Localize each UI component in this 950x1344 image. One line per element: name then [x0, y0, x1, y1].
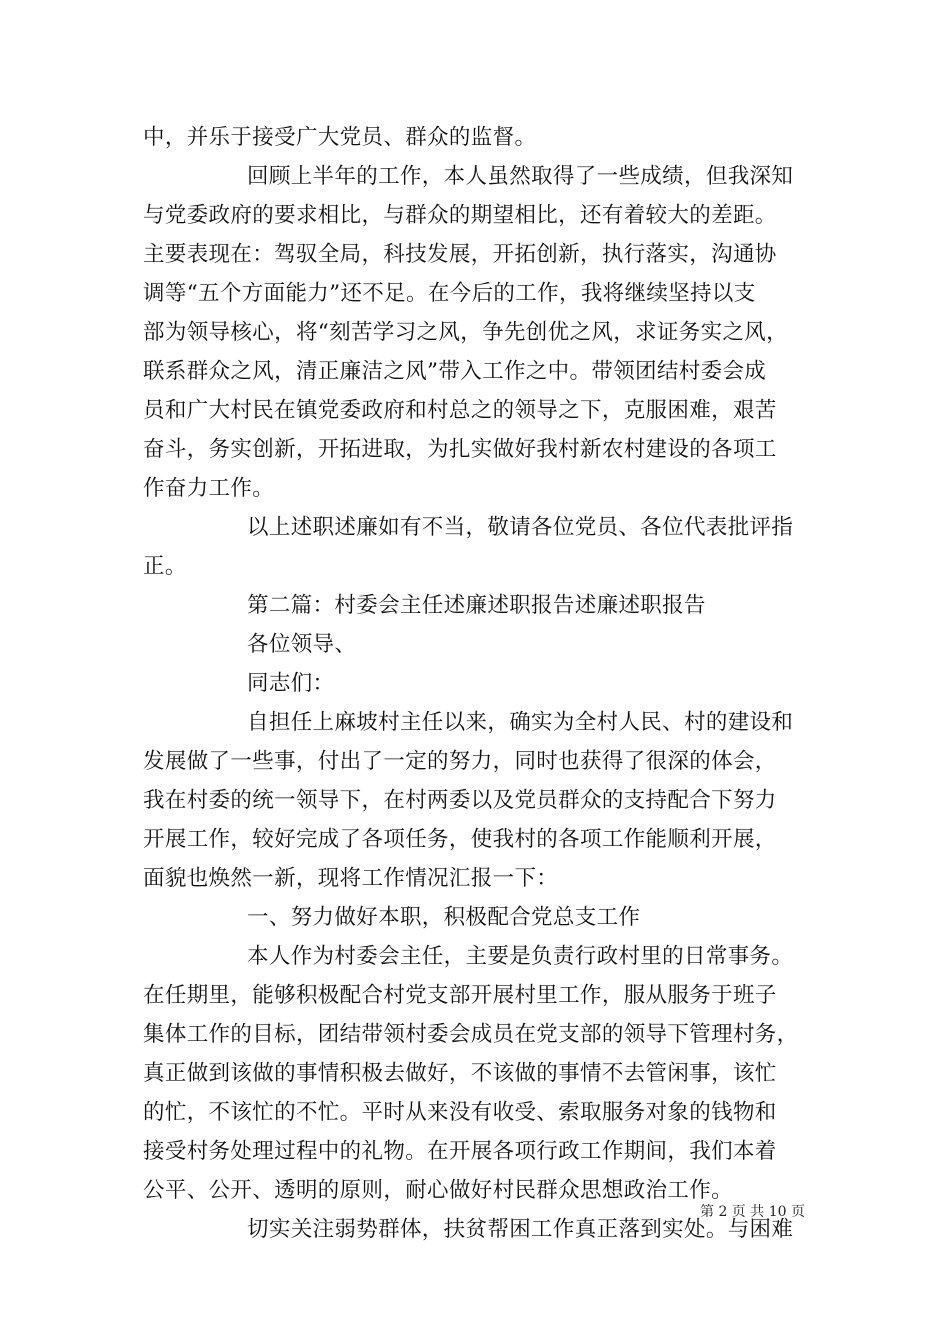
text-line: 面貌也焕然一新，现将工作情况汇报一下：: [143, 866, 559, 891]
paragraph-first-line: 第二篇：村委会主任述廉述职报告述廉述职报告: [247, 593, 706, 618]
text-line: 的忙，不该忙的不忙。平时从来没有收受、索取服务对象的钱物和: [143, 1100, 777, 1125]
text-line: 与党委政府的要求相比，与群众的期望相比，还有着较大的差距。: [143, 203, 777, 228]
text-line: 员和广大村民在镇党委政府和村总之的领导之下，克服困难，艰苦: [143, 398, 777, 423]
page-number: 第 2 页 共 10 页: [700, 1204, 805, 1220]
text-line: 部为领导核心，将“刻苦学习之风，争先创优之风，求证务实之风，: [143, 320, 788, 345]
paragraph-first-line: 各位领导、: [247, 632, 357, 657]
paragraph-first-line: 一、努力做好本职，积极配合党总支工作: [247, 905, 641, 930]
paragraph-first-line: 自担任上麻坡村主任以来，确实为全村人民、村的建设和: [247, 710, 794, 735]
text-line: 发展做了一些事，付出了一定的努力，同时也获得了很深的体会，: [143, 749, 777, 774]
text-line: 我在村委的统一领导下，在村两委以及党员群众的支持配合下努力: [143, 788, 777, 813]
paragraph-first-line: 以上述职述廉如有不当，敬请各位党员、各位代表批评指: [247, 515, 794, 540]
text-line: 联系群众之风，清正廉洁之风”带入工作之中。带领团结村委会成: [143, 359, 767, 384]
text-line: 在任期里，能够积极配合村党支部开展村里工作，服从服务于班子: [143, 983, 777, 1008]
text-line: 调等“五个方面能力”还不足。在今后的工作，我将继续坚持以支: [143, 281, 756, 306]
text-line: 接受村务处理过程中的礼物。在开展各项行政工作期间，我们本着: [143, 1139, 777, 1164]
paragraph-first-line: 本人作为村委会主任，主要是负责行政村里的日常事务。: [247, 944, 794, 969]
text-line: 真正做到该做的事情积极去做好，不该做的事情不去管闲事，该忙: [143, 1061, 777, 1086]
document-body: [143, 118, 813, 1249]
text-line: 主要表现在：驾驭全局，科技发展，开拓创新，执行落实，沟通协: [143, 242, 777, 267]
text-line: 奋斗，务实创新，开拓进取，为扎实做好我村新农村建设的各项工: [143, 437, 777, 462]
text-line: 中，并乐于接受广大党员、群众的监督。: [143, 125, 537, 150]
text-line: 集体工作的目标，团结带领村委会成员在党支部的领导下管理村务，: [143, 1022, 799, 1047]
text-line: 公平、公开、透明的原则，耐心做好村民群众思想政治工作。: [143, 1178, 733, 1203]
text-line: 正。: [143, 554, 187, 579]
paragraph-first-line: 切实关注弱势群体，扶贫帮困工作真正落到实处。与困难: [247, 1217, 794, 1242]
text-line: 作奋力工作。: [143, 476, 275, 501]
text-line: 开展工作，较好完成了各项任务，使我村的各项工作能顺利开展，: [143, 827, 777, 852]
paragraph-first-line: 同志们：: [247, 671, 335, 696]
paragraph-first-line: 回顾上半年的工作，本人虽然取得了一些成绩，但我深知: [247, 164, 794, 189]
